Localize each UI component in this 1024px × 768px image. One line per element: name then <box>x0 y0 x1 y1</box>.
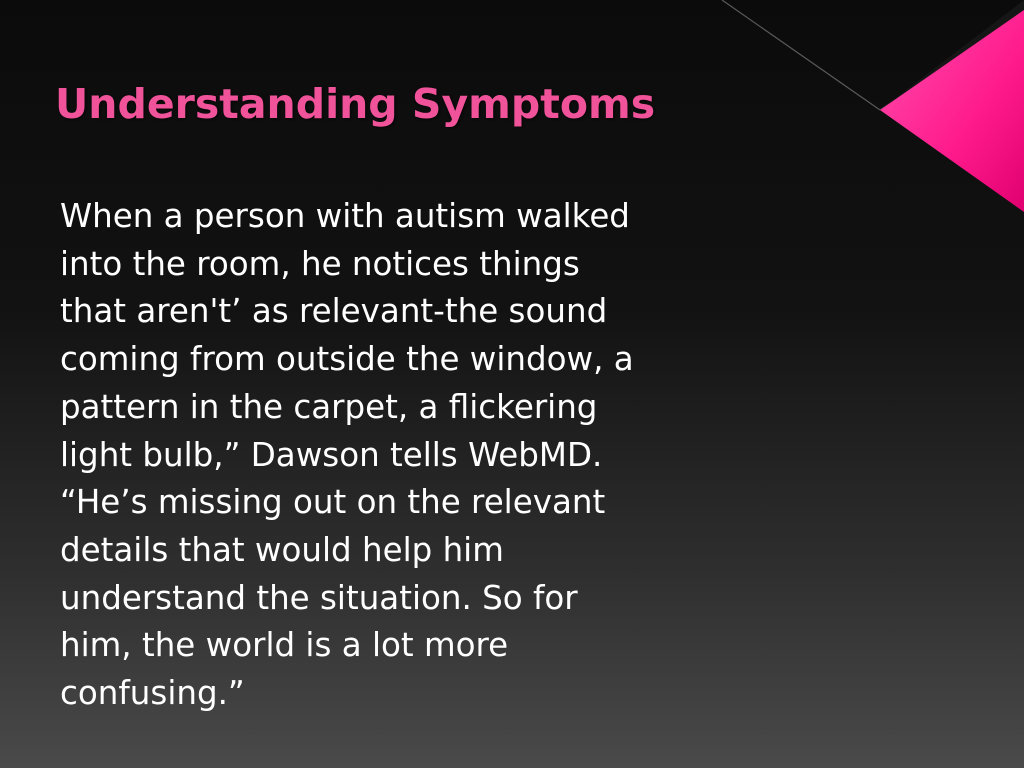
body-line: When a person with autism walked <box>60 197 630 235</box>
decor-pink-triangle <box>880 10 1024 212</box>
body-line: coming from outside the window, a <box>60 340 634 379</box>
body-line: confusing.” <box>60 674 245 713</box>
body-line: understand the situation. So for <box>60 578 578 617</box>
decor-line-left <box>722 0 880 110</box>
slide-title: Understanding Symptoms <box>55 80 656 128</box>
body-line: him, the world is a lot more <box>60 626 509 665</box>
body-line: details that would help him <box>60 530 504 569</box>
body-line: pattern in the carpet, a flickering <box>60 387 598 426</box>
slide-body <box>60 193 750 718</box>
body-line: into the room, he notices things <box>60 244 580 283</box>
body-line: light bulb,” Dawson tells WebMD. <box>60 435 603 474</box>
body-line: “He’s missing out on the relevant <box>60 483 606 522</box>
body-line: that aren't’ as relevant-the sound <box>60 292 608 331</box>
